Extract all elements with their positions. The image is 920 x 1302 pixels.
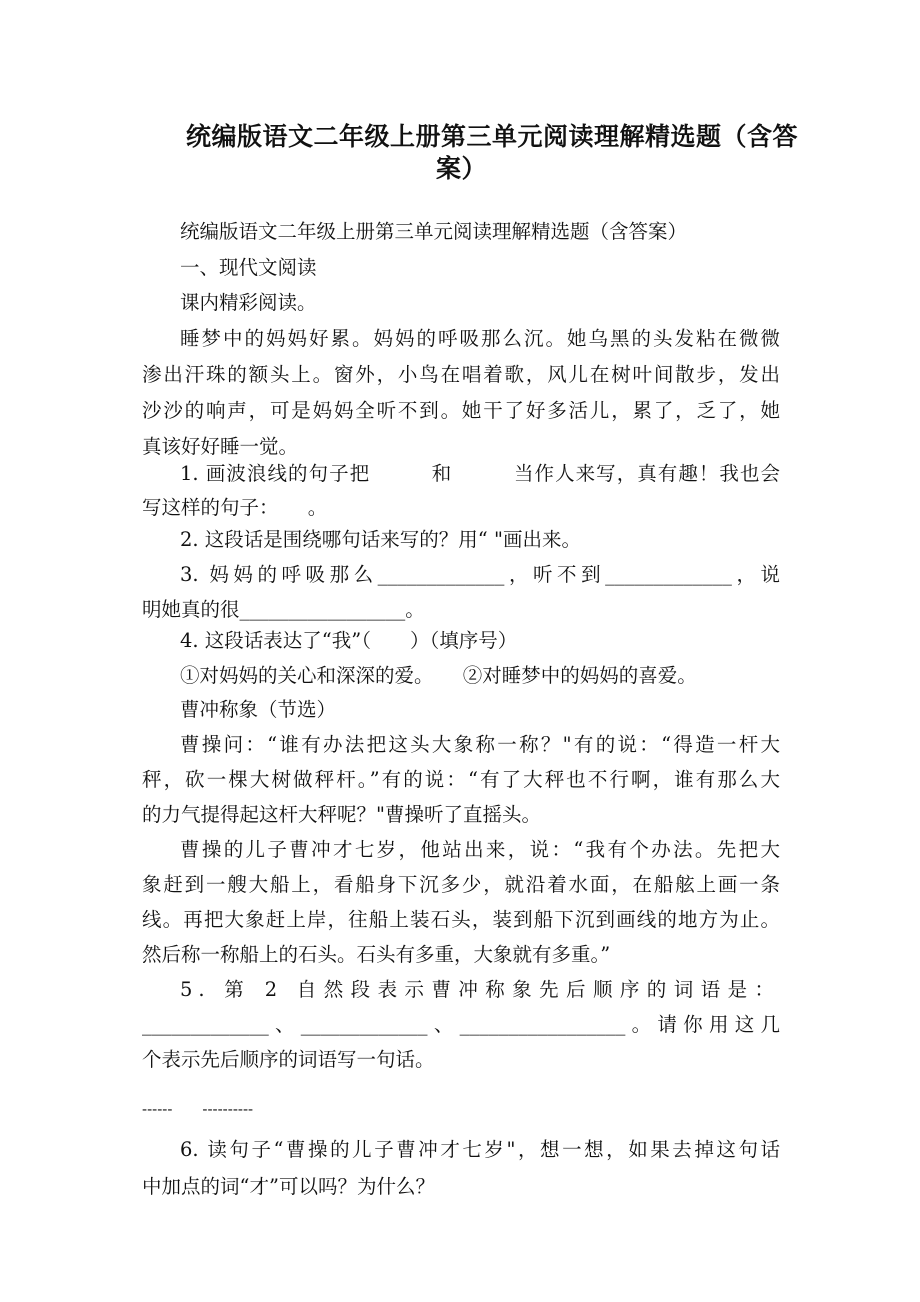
passage-line: 曹操问：“谁有办法把这头大象称一称？"有的说：“得造一杆大 — [180, 733, 780, 756]
passage-line: 真该好好睡一觉。 — [142, 435, 299, 458]
question-1: 1. 画波浪线的句子把 和 当作人来写，真有趣！我也会 — [180, 462, 780, 485]
passage-line: 曹操的儿子曹冲才七岁，他站出来，说：“我有个办法。先把大 — [180, 838, 780, 861]
question-3-cont: 明她真的很_________________。 — [142, 598, 425, 621]
passage-title: 曹冲称象（节选） — [180, 698, 337, 721]
section-heading: 一、现代文阅读 — [180, 256, 317, 279]
question-6: 6. 读句子“曹操的儿子曹冲才七岁"，想一想，如果去掉这句话 — [180, 1138, 780, 1161]
passage-line: 秤，砍一棵大树做秤杆。”有的说：“有了大秤也不行啊，谁有那么大 — [142, 768, 780, 791]
question-5: 5. 第 2 自然段表示曹冲称象先后顺序的词语是： — [180, 978, 780, 1001]
question-5-cont: 个表示先后顺序的词语写一句话。 — [142, 1048, 435, 1071]
question-5-blanks: _____________、_____________、_________________。请你用这几 — [142, 1013, 780, 1036]
passage-line: 象赶到一艘大船上，看船身下沉多少，就沿着水面，在船舷上画一条 — [142, 873, 780, 896]
question-3: 3. 妈妈的呼吸那么_____________，听不到_____________，说 — [180, 563, 780, 586]
question-4: 4. 这段话表达了“我”（ ）（填序号） — [180, 629, 518, 652]
passage-line: 的力气提得起这杆大秤呢？"曹操听了直摇头。 — [142, 803, 541, 826]
passage-line: 沙沙的响声，可是妈妈全听不到。她干了好多活儿，累了，乏了，她 — [142, 399, 780, 422]
passage-line: 渗出汗珠的额头上。窗外，小鸟在唱着歌，风儿在树叶间散步，发出 — [142, 363, 780, 386]
question-1-cont: 写这样的句子： 。 — [142, 496, 328, 519]
passage-line: 睡梦中的妈妈好累。妈妈的呼吸那么沉。她乌黑的头发粘在微微 — [180, 327, 780, 350]
passage-line: 然后称一称船上的石头。石头有多重，大象就有多重。” — [142, 943, 611, 966]
answer-blank: ------ ---------- — [142, 1100, 254, 1118]
subtitle: 统编版语文二年级上册第三单元阅读理解精选题（含答案） — [180, 220, 688, 243]
question-4-options: ①对妈妈的关心和深深的爱。 ②对睡梦中的妈妈的喜爱。 — [180, 664, 697, 687]
title-line-1: 统编版语文二年级上册第三单元阅读理解精选题（含答 — [186, 122, 799, 151]
question-6-cont: 中加点的词“才”可以吗？为什么？ — [142, 1175, 435, 1198]
passage-line: 线。再把大象赶上岸，往船上装石头，装到船下沉到画线的地方为止。 — [142, 908, 780, 931]
question-2: 2. 这段话是围绕哪句话来写的？用“ "画出来。 — [180, 528, 581, 551]
subsection-heading: 课内精彩阅读。 — [180, 291, 317, 314]
title-line-2: 案） — [436, 154, 488, 183]
